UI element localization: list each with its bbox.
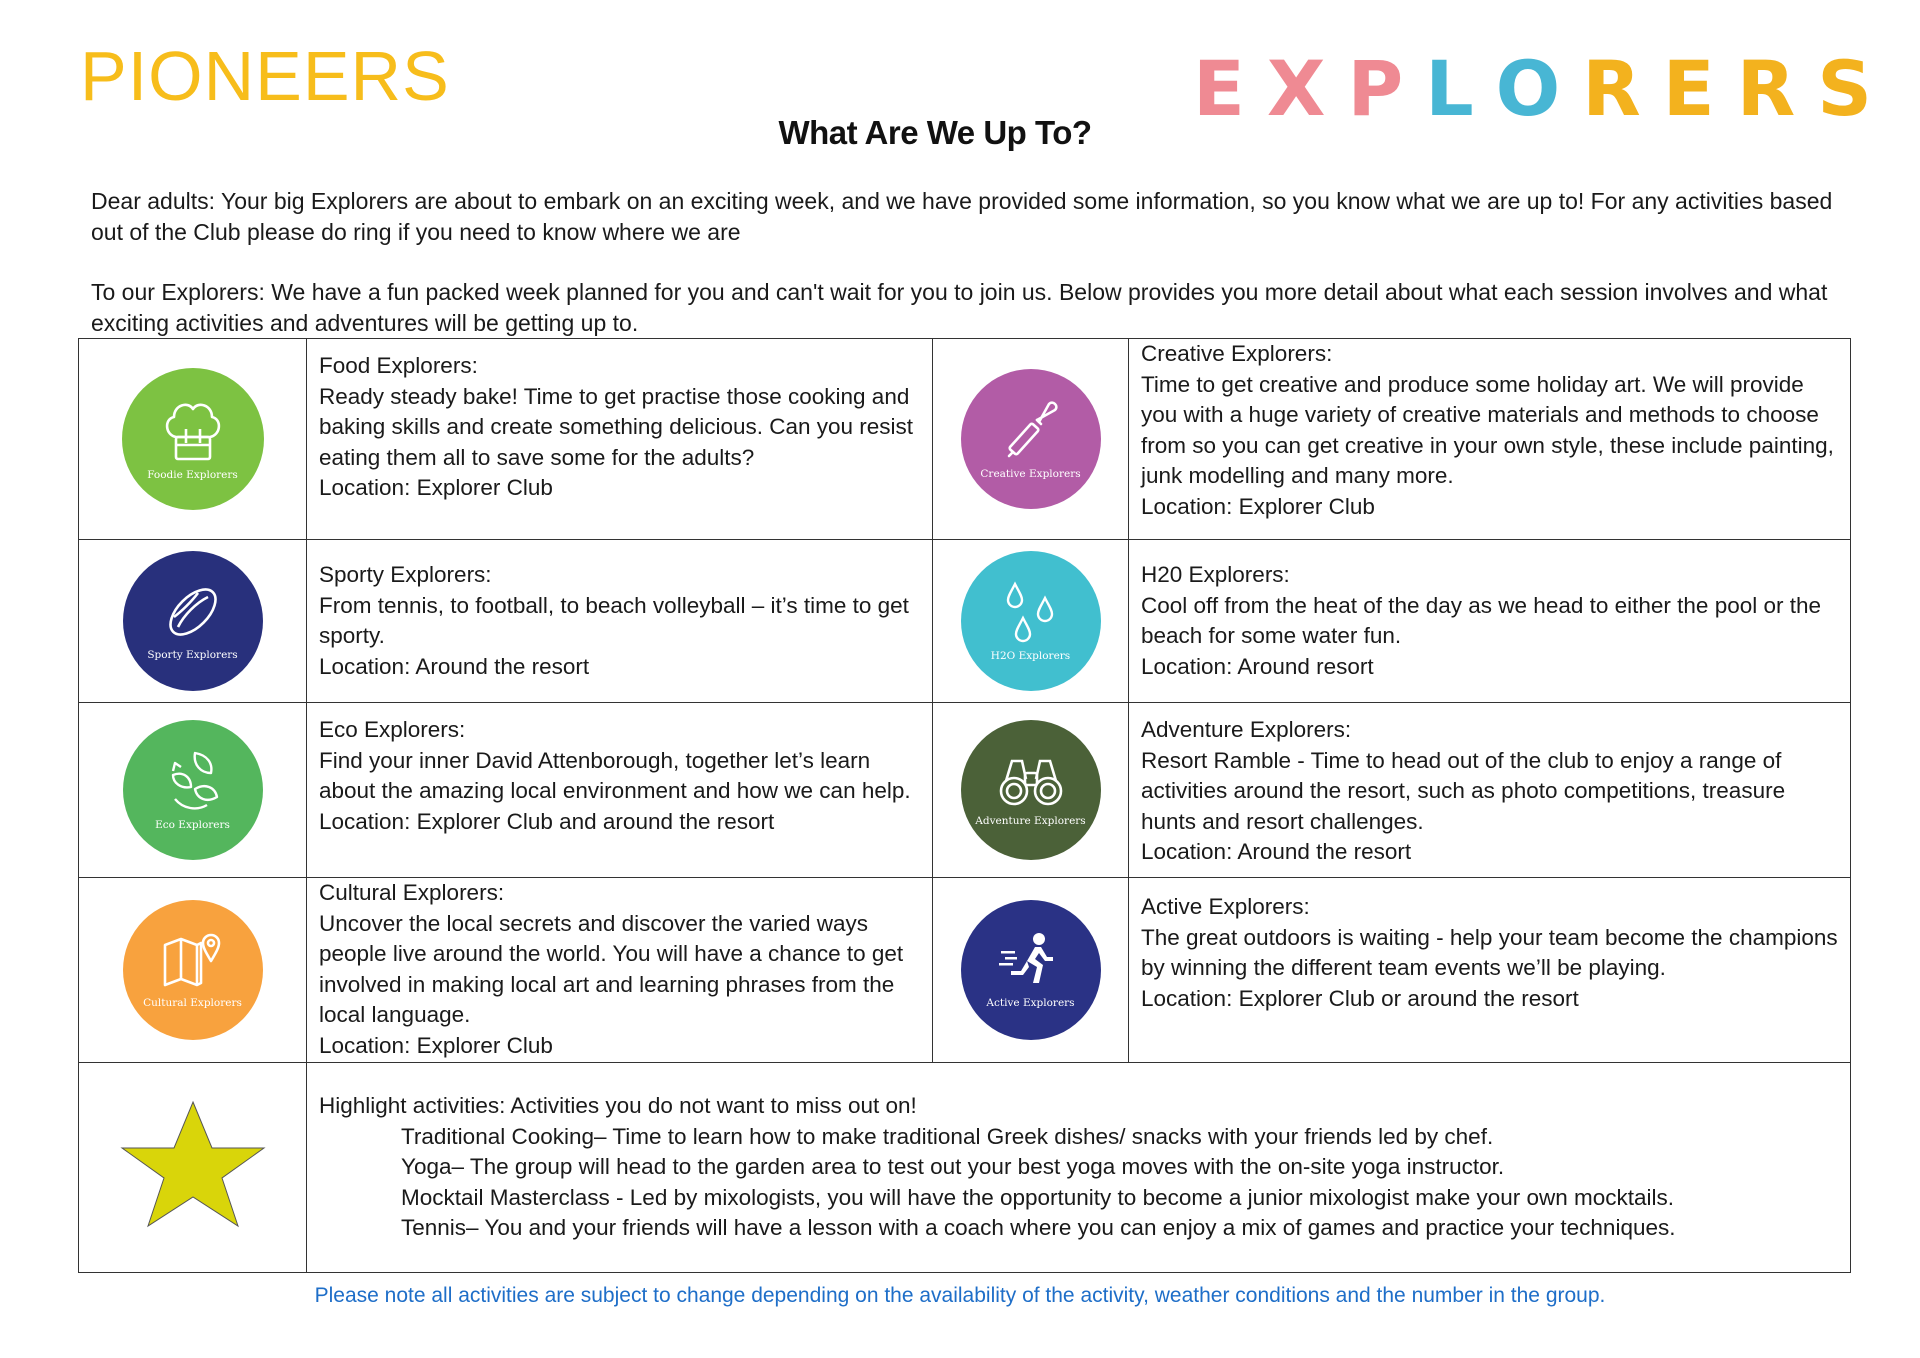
map-pin-icon	[161, 931, 225, 991]
eco-badge-cell	[79, 703, 307, 878]
sporty-badge	[123, 551, 263, 691]
session-heading: H20 Explorers:	[1141, 562, 1290, 587]
sporty-badge-cell	[79, 540, 307, 703]
session-desc: Time to get creative and produce some holiday art. We will provide you with a huge variety of creative materials and methods to choose from so you can get creative in your own style, these include painting, junk modelling and many more.	[1141, 371, 1834, 489]
badge-label: Foodie Explorers	[147, 469, 238, 481]
rugby-ball-icon	[162, 581, 224, 643]
logo-letter: O	[1495, 44, 1583, 133]
session-location: Location: Explorer Club	[1141, 493, 1375, 519]
session-desc: Find your inner David Attenborough, together let’s learn about the amazing local environment and how we can help.	[319, 747, 911, 804]
logo-letter: E	[1662, 44, 1737, 133]
cultural-badge-cell	[79, 878, 307, 1063]
session-heading: Active Explorers:	[1141, 894, 1310, 919]
logo-letter: E	[1192, 44, 1267, 133]
logo-letter: P	[1347, 44, 1426, 133]
table-row	[79, 339, 1851, 540]
chef-hat-icon	[162, 397, 224, 463]
session-desc: Uncover the local secrets and discover the varied ways people live around the world. You will have a chance to get involved in making local art and learning phrases from the local language.	[319, 910, 904, 1028]
highlight-star-cell	[79, 1063, 307, 1273]
session-location: Location: Around resort	[1141, 653, 1374, 679]
session-heading: Sporty Explorers:	[319, 562, 492, 587]
table-row	[79, 703, 1851, 878]
adventure-badge-cell	[933, 703, 1129, 878]
session-location: Location: Around the resort	[1141, 839, 1412, 865]
highlight-item: Traditional Cooking– Time to learn how to make traditional Greek dishes/ snacks with your friends led by chef.	[401, 1123, 1494, 1149]
badge-label: Adventure Explorers	[975, 815, 1086, 827]
session-location: Location: Explorer Club	[319, 475, 553, 501]
session-heading: Adventure Explorers:	[1141, 717, 1352, 742]
sporty-description	[307, 540, 933, 703]
session-heading: Food Explorers:	[319, 353, 478, 378]
table-row	[79, 878, 1851, 1063]
intro-explorers: To our Explorers: We have a fun packed week planned for you and can't wait for you to join us. Below provides you more detail about what each session involves and what exciting activities and adventures will be getting up to.	[91, 279, 1828, 336]
logo-letter: R	[1736, 44, 1818, 133]
session-desc: From tennis, to football, to beach volleyball – it’s time to get sporty.	[319, 592, 909, 649]
table-row	[79, 540, 1851, 703]
food-badge-cell	[79, 339, 307, 540]
page-title: What Are We Up To?	[778, 114, 1092, 151]
cultural-badge	[123, 900, 263, 1040]
badge-label: H2O Explorers	[990, 650, 1071, 662]
session-location: Location: Explorer Club and around the resort	[319, 808, 775, 834]
session-location: Location: Around the resort	[319, 653, 590, 679]
logo-letter: L	[1425, 44, 1496, 133]
water-drops-icon	[1001, 580, 1061, 644]
highlight-item: Tennis– You and your friends will have a lesson with a coach where you can enjoy a mix of games and practice your techniques.	[401, 1215, 1676, 1241]
intro-adults: Dear adults: Your big Explorers are about to embark on an exciting week, and we have provided some information, so you know what we are up to! For any activities based out of the Club please do ring if you need to know where we are	[91, 188, 1833, 245]
eco-badge	[123, 720, 263, 860]
highlight-item: Mocktail Masterclass - Led by mixologists, you will have the opportunity to become a junior mixologist make your own mocktails.	[401, 1184, 1675, 1210]
table-row	[79, 1063, 1851, 1273]
badge-label: Sporty Explorers	[147, 649, 238, 661]
h2o-description	[1129, 540, 1851, 703]
binoculars-icon	[998, 753, 1064, 809]
session-desc: Cool off from the heat of the day as we head to either the pool or the beach for some water fun.	[1141, 592, 1822, 649]
badge-label: Cultural Explorers	[143, 997, 242, 1009]
logo-letter: X	[1266, 44, 1348, 133]
session-location: Location: Explorer Club	[319, 1032, 553, 1058]
creative-badge-cell	[933, 339, 1129, 540]
session-desc: Resort Ramble - Time to head out of the club to enjoy a range of activities around the resort, such as photo competitions, treasure hunts and resort challenges.	[1141, 747, 1786, 834]
highlights-text	[307, 1063, 1851, 1273]
session-desc: Ready steady bake! Time to get practise those cooking and baking skills and create something delicious. Can you resist eating them all to save some for the adults?	[319, 383, 914, 470]
creative-description	[1129, 339, 1851, 540]
activity-table	[78, 338, 1851, 1273]
badge-label: Creative Explorers	[980, 468, 1081, 480]
eco-description	[307, 703, 933, 878]
adventure-description	[1129, 703, 1851, 878]
paintbrush-icon	[999, 398, 1063, 462]
h2o-badge	[961, 551, 1101, 691]
session-heading: Cultural Explorers:	[319, 880, 505, 905]
badge-label: Active Explorers	[986, 997, 1075, 1009]
active-description	[1129, 878, 1851, 1063]
logo-letter: R	[1582, 44, 1663, 133]
highlight-item: Yoga– The group will head to the garden area to test out your best yoga moves with the on-site yoga instructor.	[401, 1154, 1505, 1180]
disclaimer-note: Please note all activities are subject to change depending on the availability of the activity, weather conditions and the number in the group.	[314, 1284, 1606, 1307]
highlights-heading: Highlight activities: Activities you do not want to miss out on!	[319, 1093, 917, 1118]
foodie-badge	[122, 368, 264, 510]
runner-icon	[999, 931, 1063, 991]
h2o-badge-cell	[933, 540, 1129, 703]
session-location: Location: Explorer Club or around the resort	[1141, 985, 1579, 1011]
adventure-badge	[961, 720, 1101, 860]
session-desc: The great outdoors is waiting - help your team become the champions by winning the different team events we’ll be playing.	[1141, 924, 1838, 981]
logo-letter: S	[1817, 44, 1872, 133]
food-description	[307, 339, 933, 540]
creative-badge	[961, 369, 1101, 509]
pioneers-logo: PIONEERS	[80, 37, 450, 115]
active-badge	[961, 900, 1101, 1040]
session-heading: Eco Explorers:	[319, 717, 466, 742]
star-icon	[90, 1090, 296, 1240]
cultural-description	[307, 878, 933, 1063]
session-heading: Creative Explorers:	[1141, 341, 1333, 366]
badge-label: Eco Explorers	[155, 819, 230, 831]
recycle-leaves-icon	[161, 749, 225, 813]
active-badge-cell	[933, 878, 1129, 1063]
